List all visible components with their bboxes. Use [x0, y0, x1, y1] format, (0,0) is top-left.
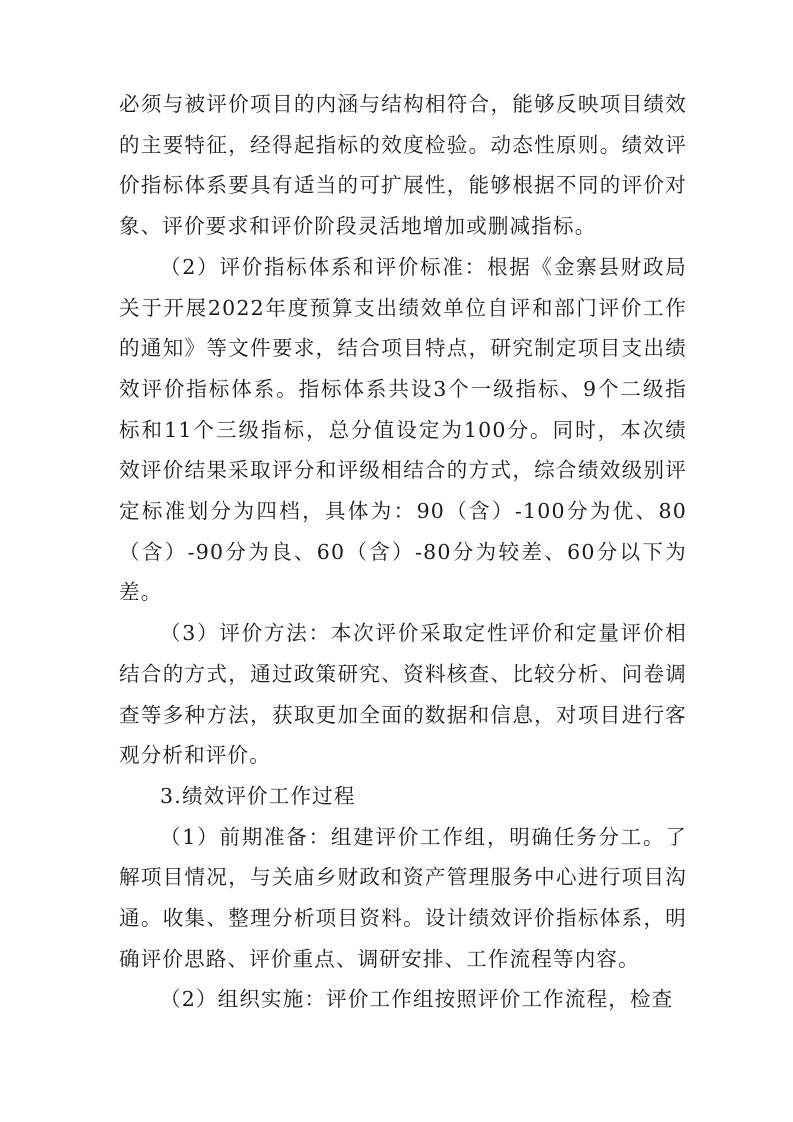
paragraph-continuation: 必须与被评价项目的内涵与结构相符合，能够反映项目绩效的主要特征，经得起指标的效度检验。动态性原则。绩效评价指标体系要具有适当的可扩展性，能够根据不同的评价对象、评价要求和评价阶段灵活地增加或删减指标。 [119, 92, 687, 239]
paragraph-implementation: （2）组织实施：评价工作组按照评价工作流程，检查 [160, 987, 674, 1012]
paragraph-preparation: （1）前期准备：组建评价工作组，明确任务分工。了解项目情况，与关庙乡财政和资产管理服务中心进行项目沟通。收集、整理分析项目资料。设计绩效评价指标体系，明确评价思路、评价重点、调研安排、工作流程等内容。 [119, 824, 687, 971]
document-body [119, 84, 687, 1020]
paragraph-indicator-system: （2）评价指标体系和评价标准：根据《金寨县财政局关于开展2022年度预算支出绩效单位自评和部门评价工作的通知》等文件要求，结合项目特点，研究制定项目支出绩效评价指标体系。指标体系共设3个一级指标、9个二级指标和11个三级指标，总分值设定为100分。同时，本次绩效评价结果采取评分和评级相结合的方式，综合绩效级别评定标准划分为四档，具体为：90（含）-100分为优、80（含）-90分为良、60（含）-80分为较差、60分以下为差。 [119, 254, 687, 605]
paragraph-evaluation-method: （3）评价方法：本次评价采取定性评价和定量评价相结合的方式，通过政策研究、资料核查、比较分析、问卷调查等多种方法，获取更加全面的数据和信息，对项目进行客观分析和评价。 [119, 621, 687, 768]
section-heading-work-process: 3.绩效评价工作过程 [160, 783, 356, 808]
